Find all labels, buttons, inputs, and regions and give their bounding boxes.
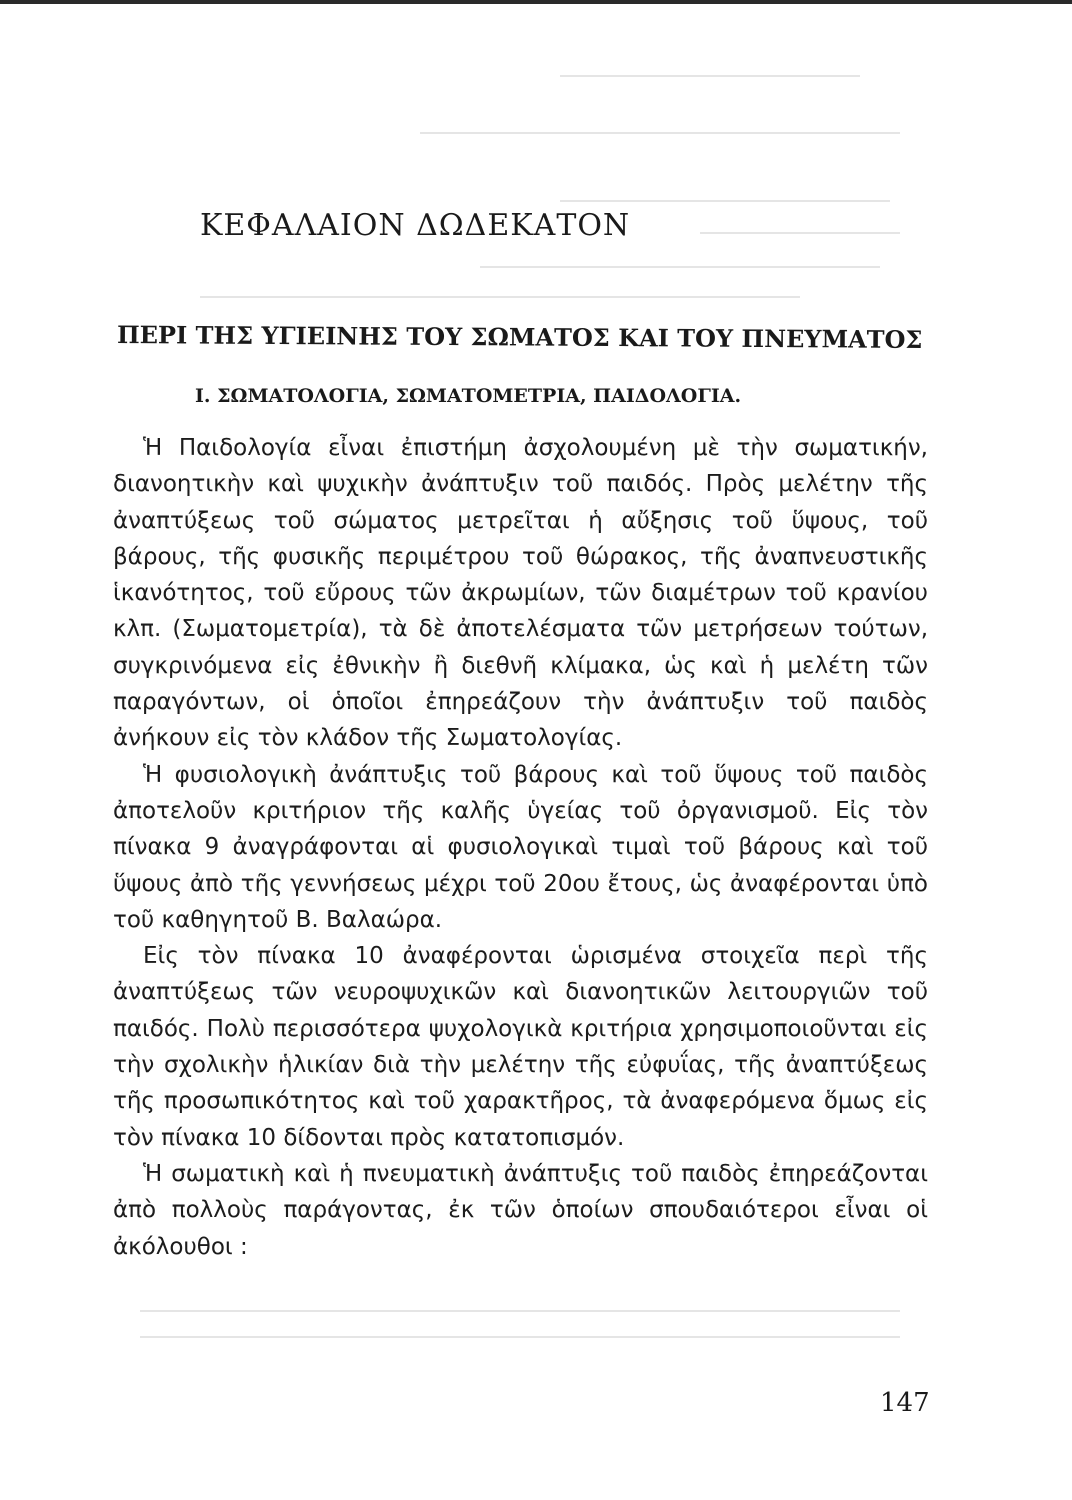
bleed-through-mark [560,75,860,77]
paragraph-3: Εἰς τὸν πίνακα 10 ἀναφέρονται ὡρισμένα στοιχεῖα περὶ τῆς ἀναπτύξεως τῶν νευροψυχικῶν καὶ διανοητικῶν λειτουργιῶν τοῦ παιδός. Πολὺ περισσότερα ψυχολογικὰ κριτήρια χρησιμοποιοῦνται εἰς τὴν σχολικὴν ἡλικίαν διὰ τὴν μελέτην τῆς εὐφυΐας, τῆς ἀναπτύξεως τῆς προσωπικότητος καὶ τοῦ χαρακτῆρος, τὰ ἀναφερόμενα ὅμως εἰς τὸν πίνακα 10 δίδονται πρὸς κατατοπισμόν. [113,943,928,1151]
bleed-through-mark [200,296,800,298]
bleed-through-mark [140,1310,900,1312]
bleed-through-mark [140,1336,900,1338]
paragraph-4: Ἡ σωματικὴ καὶ ἡ πνευματικὴ ἀνάπτυξις τοῦ παιδὸς ἐπηρεάζονται ἀπὸ πολλοὺς παράγοντας, ἐκ τῶν ὁποίων σπουδαιότεροι εἶναι οἱ ἀκόλουθοι : [113,1160,928,1260]
bleed-through-mark [480,266,880,268]
section-title: ΠΕΡΙ ΤΗΣ ΥΓΙΕΙΝΗΣ ΤΟΥ ΣΩΜΑΤΟΣ ΚΑΙ ΤΟΥ ΠΝΕΥΜΑΤΟΣ [116,320,923,354]
chapter-title: ΚΕΦΑΛΑΙΟΝ ΔΩΔΕΚΑΤΟΝ [200,208,631,243]
page-number: 147 [880,1388,930,1418]
paragraph-2: Ἡ φυσιολογικὴ ἀνάπτυξις τοῦ βάρους καὶ τοῦ ὕψους τοῦ παιδὸς ἀποτελοῦν κριτήριον τῆς καλῆς ὑγείας τοῦ ὀργανισμοῦ. Εἰς τὸν πίνακα 9 ἀναγράφονται αἱ φυσιολογικαὶ τιμαὶ τοῦ βάρους καὶ τοῦ ὕψους ἀπὸ τῆς γεννήσεως μέχρι τοῦ 20ου ἔτους, ὡς ἀναφέρονται ὑπὸ τοῦ καθηγητοῦ Β. Βαλαώρα. [113,761,928,933]
subsection-title: Ι. ΣΩΜΑΤΟΛΟΓΙΑ, ΣΩΜΑΤΟΜΕΤΡΙΑ, ΠΑΙΔΟΛΟΓΙΑ. [195,385,742,407]
paragraph-1: Ἡ Παιδολογία εἶναι ἐπιστήμη ἀσχολουμένη μὲ τὴν σωματικήν, διανοητικὴν καὶ ψυχικὴν ἀνάπτυξιν τοῦ παιδός. Πρὸς μελέτην τῆς ἀναπτύξεως τοῦ σώματος μετρεῖται ἡ αὔξησις τοῦ ὕψους, τοῦ βάρους, τῆς φυσικῆς περιμέτρου τοῦ θώρακος, τῆς ἀναπνευστικῆς ἱκανότητος, τοῦ εὔρους τῶν ἀκρωμίων, τῶν διαμέτρων τοῦ κρανίου κλπ. (Σωματομετρία), τὰ δὲ ἀποτελέσματα τῶν μετρήσεων τούτων, συγκρινόμενα εἰς ἐθνικὴν ἢ διεθνῆ κλίμακα, ὡς καὶ ἡ μελέτη τῶν παραγόντων, οἱ ὁποῖοι ἐπηρεάζουν τὴν ἀνάπτυξιν τοῦ παιδὸς ἀνήκουν εἰς τὸν κλάδον τῆς Σωματολογίας. [113,435,928,752]
body-text [113,430,928,1265]
bleed-through-mark [560,200,890,202]
bleed-through-mark [420,132,900,134]
bleed-through-mark [700,232,900,234]
